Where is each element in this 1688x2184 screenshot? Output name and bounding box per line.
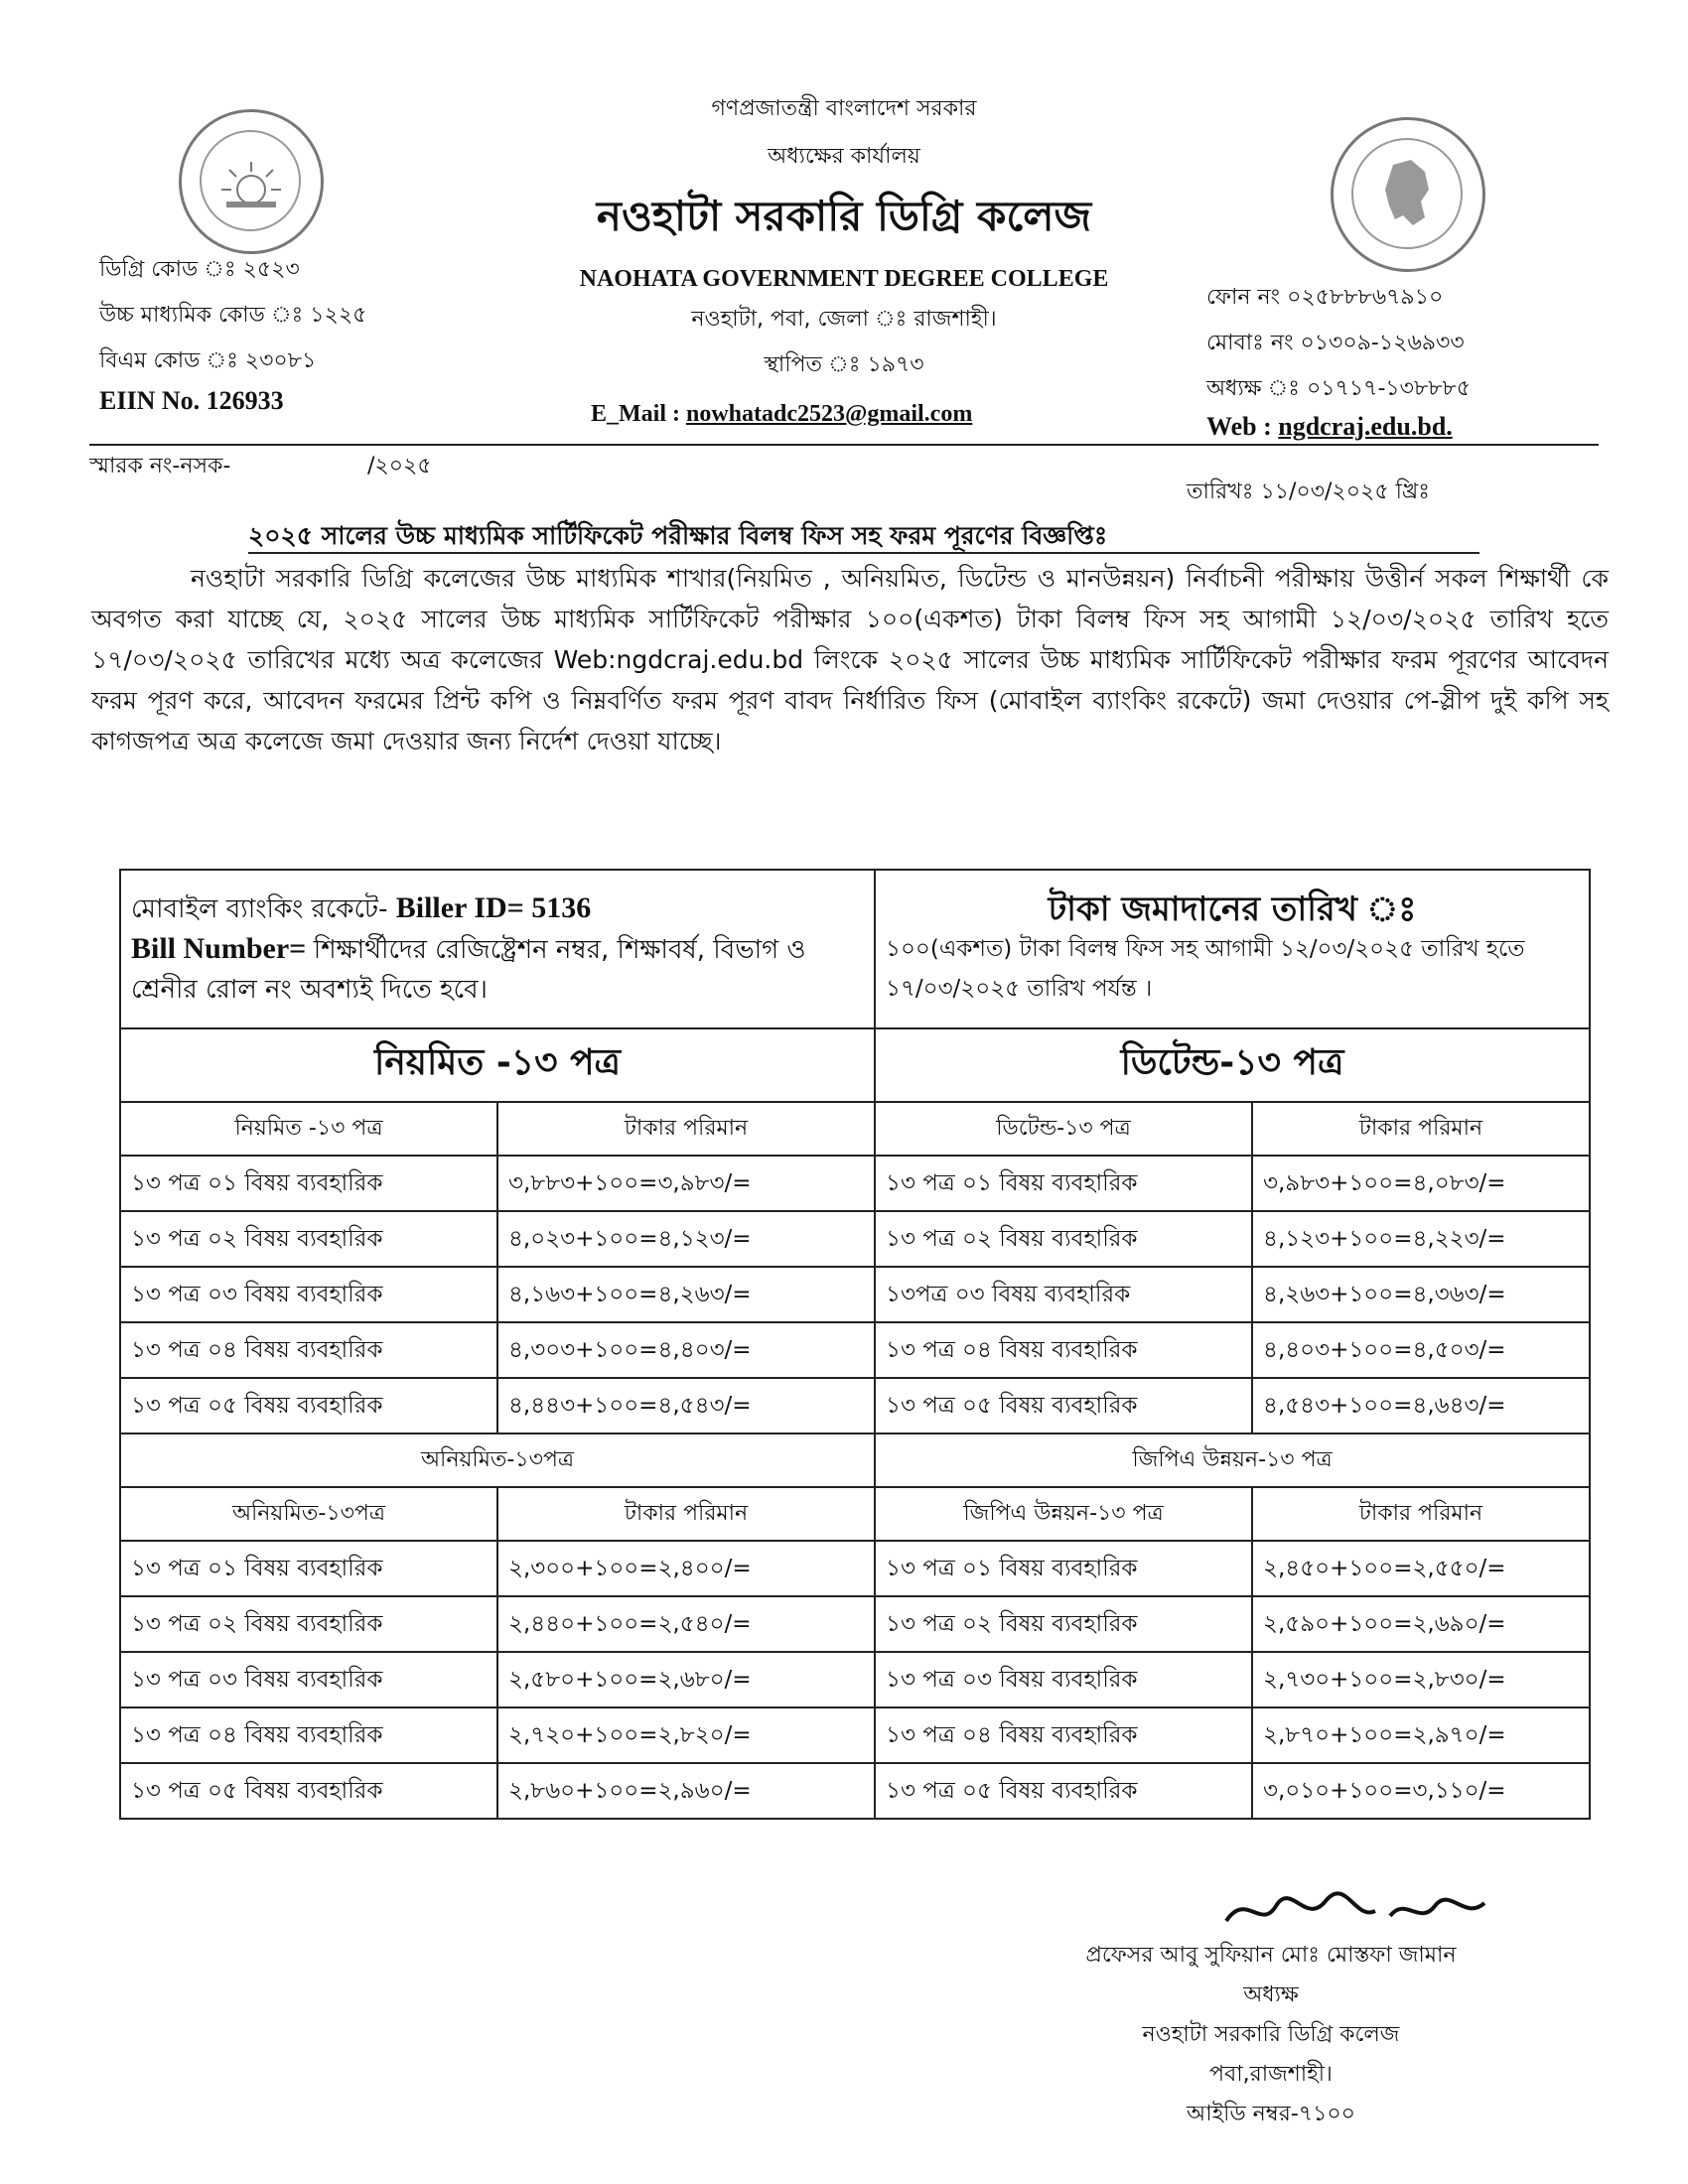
headline-underline (248, 552, 1479, 554)
irregular-amount: ২,৮৬০+১০০=২,৯৬০/= (497, 1763, 875, 1819)
memo-number: স্মারক নং-নসক- (89, 454, 231, 478)
established-year: স্থাপিত ঃ ১৯৭৩ (764, 352, 924, 377)
detained-subject: ১৩পত্র ০৩ বিষয় ব্যবহারিক (875, 1267, 1252, 1322)
deposit-date-cell (875, 870, 1590, 1028)
notice-headline: ২০২৫ সালের উচ্চ মাধ্যমিক সার্টিফিকেট পরীক্ষার বিলম্ব ফিস সহ ফরম পূরণের বিজ্ঞপ্তিঃ (248, 521, 1108, 550)
website-line (1206, 409, 1471, 445)
regular-col-amount: টাকার পরিমান (497, 1102, 875, 1156)
gpa-subject: ১৩ পত্র ০৫ বিষয় ব্যবহারিক (875, 1763, 1252, 1819)
gpa-subject: ১৩ পত্র ০১ বিষয় ব্যবহারিক (875, 1541, 1252, 1596)
table-row (120, 1267, 1590, 1322)
eiin-number: EIIN No. 126933 (99, 386, 284, 415)
right-info-block (1206, 280, 1471, 445)
mobile-number: মোবাঃ নং ০১৩০৯-১২৬৯৩৩ (1206, 331, 1465, 355)
detained-subject: ১৩ পত্র ০১ বিষয় ব্যবহারিক (875, 1156, 1252, 1211)
memo-date: তারিখঃ ১১/০৩/২০২৫ খ্রিঃ (1187, 479, 1431, 504)
detained-subject: ১৩ পত্র ০৪ বিষয় ব্যবহারিক (875, 1322, 1252, 1378)
table-row (120, 1378, 1590, 1433)
gpa-amount: ৩,০১০+১০০=৩,১১০/= (1252, 1763, 1590, 1819)
sunrise-emblem-icon (182, 112, 321, 251)
handwritten-signature (1216, 1881, 1494, 1941)
memo-year: /২০২৫ (367, 454, 432, 478)
web-label: Web : (1206, 412, 1279, 441)
college-name-bn: নওহাটা সরকারি ডিগ্রি কলেজ (596, 192, 1092, 240)
email-link[interactable]: nowhatadc2523@gmail.com (686, 401, 973, 427)
government-name: গণপ্রজাতন্ত্রী বাংলাদেশ সরকার (711, 96, 977, 121)
signature-block (1033, 1936, 1509, 2134)
degree-code: ডিগ্রি কোড ঃ ২৫২৩ (99, 257, 300, 282)
detained-amount: ৪,২৬৩+১০০=৪,৩৬৩/= (1252, 1267, 1590, 1322)
regular-col-subject: নিয়মিত -১৩ পত্র (120, 1102, 497, 1156)
regular-amount: ৪,০২৩+১০০=৪,১২৩/= (497, 1211, 875, 1267)
table-row (120, 1652, 1590, 1707)
website-link[interactable]: ngdcraj.edu.bd. (1278, 412, 1453, 441)
regular-amount: ৪,৩০৩+১০০=৪,৪০৩/= (497, 1322, 875, 1378)
irregular-col-amount: টাকার পরিমান (497, 1487, 875, 1541)
detained-subject: ১৩ পত্র ০৫ বিষয় ব্যবহারিক (875, 1378, 1252, 1433)
regular-heading: নিয়মিত -১৩ পত্র (120, 1028, 875, 1102)
regular-subject: ১৩ পত্র ০৪ বিষয় ব্যবহারিক (120, 1322, 497, 1378)
bill-number-label: Bill Number= (131, 932, 314, 965)
bangladesh-map-icon (1334, 120, 1482, 269)
irregular-amount: ২,৭২০+১০০=২,৮২০/= (497, 1707, 875, 1763)
table-row (120, 1541, 1590, 1596)
detained-col-subject: ডিটেন্ড-১৩ পত্র (875, 1102, 1252, 1156)
college-address: নওহাটা, পবা, জেলা ঃ রাজশাহী। (691, 307, 997, 332)
phone-number: ফোন নং ০২৫৮৮৮৬৭৯১০ (1206, 285, 1444, 310)
table-row (120, 1211, 1590, 1267)
irregular-subject: ১৩ পত্র ০৫ বিষয় ব্যবহারিক (120, 1763, 497, 1819)
notice-body: নওহাটা সরকারি ডিগ্রি কলেজের উচ্চ মাধ্যমিক শাখার(নিয়মিত , অনিয়মিত, ডিটেন্ড ও মানউন্নয়ন) নির্বাচনী পরীক্ষায় উত্তীর্ন সকল শিক্ষার্থী কে অবগত করা যাচ্ছে যে, ২০২৫ সালের উচ্চ মাধ্যমিক সার্টিফিকেট পরীক্ষার ১০০(একশত) টাকা বিলম্ব ফিস সহ আগামী ১২/০৩/২০২৫ তারিখ হতে ১৭/০৩/২০২৫ তারিখের মধ্যে অত্র কলেজের Web:ngdcraj.edu.bd লিংকে ২০২৫ সালের উচ্চ মাধ্যমিক সার্টিফিকেট পরীক্ষার ফরম পূরণের আবেদন ফরম পূরণ করে, আবেদন ফরমের প্রিন্ট কপি ও নিম্নবর্ণিত ফরম পূরণ বাবদ নির্ধারিত ফিস (মোবাইল ব্যাংকিং রকেটে) জমা দেওয়ার পে-স্লীপ দুই কপি সহ কাগজপত্র অত্র কলেজে জমা দেওয়ার জন্য নির্দেশ দেওয়া যাচ্ছে। (91, 564, 1609, 755)
irregular-amount: ২,৩০০+১০০=২,৪০০/= (497, 1541, 875, 1596)
table-row (120, 1707, 1590, 1763)
gpa-col-amount: টাকার পরিমান (1252, 1487, 1590, 1541)
detained-amount: ৪,৫৪৩+১০০=৪,৬৪৩/= (1252, 1378, 1590, 1433)
table-row (120, 1763, 1590, 1819)
signatory-location: পবা,রাজশাহী। (1209, 2062, 1333, 2087)
table-row (120, 1596, 1590, 1652)
table-row (120, 1322, 1590, 1378)
column-header-row (120, 1487, 1590, 1541)
email-line (591, 401, 972, 428)
irregular-subject: ১৩ পত্র ০১ বিষয় ব্যবহারিক (120, 1541, 497, 1596)
irregular-subject: ১৩ পত্র ০৪ বিষয় ব্যবহারিক (120, 1707, 497, 1763)
regular-subject: ১৩ পত্র ০১ বিষয় ব্যবহারিক (120, 1156, 497, 1211)
payment-info-cell (120, 870, 875, 1028)
deposit-date-text: ১০০(একশত) টাকা বিলম্ব ফিস সহ আগামী ১২/০৩/২০২৫ তারিখ হতে ১৭/০৩/২০২৫ তারিখ পর্যন্ত । (886, 936, 1525, 1002)
irregular-amount: ২,৫৮০+১০০=২,৬৮০/= (497, 1652, 875, 1707)
gpa-amount: ২,৭৩০+১০০=২,৮৩০/= (1252, 1652, 1590, 1707)
college-seal-left (179, 109, 324, 254)
regular-amount: ৪,১৬৩+১০০=৪,২৬৩/= (497, 1267, 875, 1322)
detained-amount: ৩,৯৮৩+১০০=৪,০৮৩/= (1252, 1156, 1590, 1211)
irregular-heading: অনিয়মিত-১৩পত্র (120, 1433, 875, 1487)
gpa-amount: ২,৮৭০+১০০=২,৯৭০/= (1252, 1707, 1590, 1763)
column-header-row (120, 1102, 1590, 1156)
fee-table (119, 869, 1591, 1820)
left-info-block (99, 252, 366, 419)
section-heading-row (120, 1433, 1590, 1487)
bm-code: বিএম কোড ঃ ২৩০৮১ (99, 348, 317, 373)
gpa-subject: ১৩ পত্র ০৩ বিষয় ব্যবহারিক (875, 1652, 1252, 1707)
gpa-improvement-heading: জিপিএ উন্নয়ন-১৩ পত্র (875, 1433, 1590, 1487)
hsc-code: উচ্চ মাধ্যমিক কোড ঃ ১২২৫ (99, 303, 367, 328)
biller-id: Biller ID= 5136 (395, 891, 592, 924)
payment-row (120, 870, 1590, 1028)
principal-phone: অধ্যক্ষ ঃ ০১৭১৭-১৩৮৮৮৫ (1206, 376, 1472, 401)
detained-subject: ১৩ পত্র ০২ বিষয় ব্যবহারিক (875, 1211, 1252, 1267)
office-name: অধ্যক্ষের কার্যালয় (768, 144, 920, 169)
signatory-name: প্রফেসর আবু সুফিয়ান মোঃ মোস্তফা জামান (1085, 1943, 1457, 1968)
gpa-subject: ১৩ পত্র ০২ বিষয় ব্যবহারিক (875, 1596, 1252, 1652)
gpa-amount: ২,৪৫০+১০০=২,৫৫০/= (1252, 1541, 1590, 1596)
email-label: E_Mail : (591, 401, 686, 427)
gpa-col-subject: জিপিএ উন্নয়ন-১৩ পত্র (875, 1487, 1252, 1541)
regular-amount: ৩,৮৮৩+১০০=৩,৯৮৩/= (497, 1156, 875, 1211)
regular-subject: ১৩ পত্র ০৩ বিষয় ব্যবহারিক (120, 1267, 497, 1322)
bill-number-text: শিক্ষার্থীদের রেজিষ্ট্রেশন নম্বর, শিক্ষাবর্ষ, বিভাগ ও শ্রেনীর রোল নং অবশ্যই দিতে হবে। (131, 935, 806, 1005)
signatory-college: নওহাটা সরকারি ডিগ্রি কলেজ (1142, 2022, 1400, 2047)
detained-heading: ডিটেন্ড-১৩ পত্র (875, 1028, 1590, 1102)
signatory-id: আইডি নম্বর-৭১০০ (1187, 2102, 1355, 2126)
regular-amount: ৪,৪৪৩+১০০=৪,৫৪৩/= (497, 1378, 875, 1433)
detained-amount: ৪,১২৩+১০০=৪,২২৩/= (1252, 1211, 1590, 1267)
detained-col-amount: টাকার পরিমান (1252, 1102, 1590, 1156)
header-divider (89, 444, 1599, 446)
detained-amount: ৪,৪০৩+১০০=৪,৫০৩/= (1252, 1322, 1590, 1378)
signatory-designation: অধ্যক্ষ (1243, 1982, 1299, 2007)
gpa-subject: ১৩ পত্র ০৪ বিষয় ব্যবহারিক (875, 1707, 1252, 1763)
regular-subject: ১৩ পত্র ০৫ বিষয় ব্যবহারিক (120, 1378, 497, 1433)
deposit-date-heading: টাকা জমাদানের তারিখ ঃ (1048, 889, 1417, 929)
irregular-col-subject: অনিয়মিত-১৩পত্র (120, 1487, 497, 1541)
irregular-subject: ১৩ পত্র ০৩ বিষয় ব্যবহারিক (120, 1652, 497, 1707)
regular-subject: ১৩ পত্র ০২ বিষয় ব্যবহারিক (120, 1211, 497, 1267)
college-name-en: NAOHATA GOVERNMENT DEGREE COLLEGE (579, 266, 1109, 292)
section-heading-row (120, 1028, 1590, 1102)
table-row (120, 1156, 1590, 1211)
government-seal-right (1331, 117, 1485, 272)
biller-prefix: মোবাইল ব্যাংকিং রকেটে- (131, 894, 396, 924)
irregular-subject: ১৩ পত্র ০২ বিষয় ব্যবহারিক (120, 1596, 497, 1652)
irregular-amount: ২,৪৪০+১০০=২,৫৪০/= (497, 1596, 875, 1652)
gpa-amount: ২,৫৯০+১০০=২,৬৯০/= (1252, 1596, 1590, 1652)
